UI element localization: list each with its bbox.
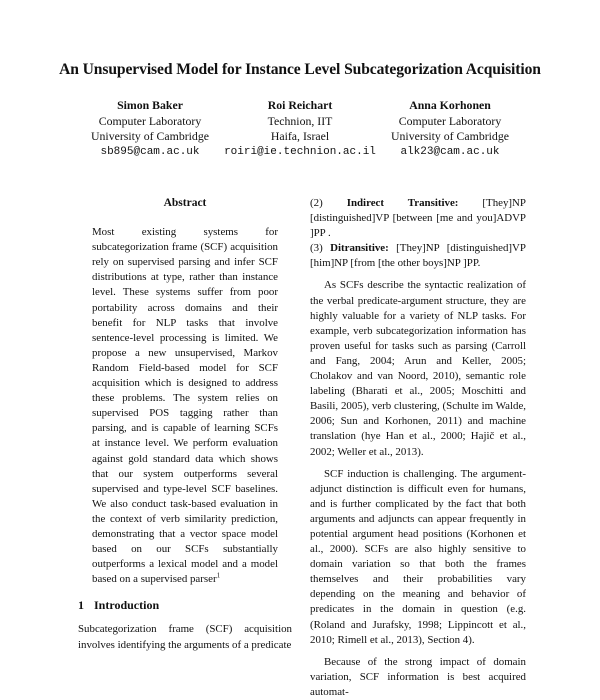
left-column — [78, 196, 292, 653]
author-institution: Haifa, Israel — [270, 129, 330, 143]
example-2 — [310, 196, 526, 241]
example-label: (3) — [310, 242, 323, 255]
author-block — [0, 98, 600, 160]
example-type: Indirect Transitive: — [346, 197, 459, 209]
author-affiliation: Computer Laboratory — [98, 113, 202, 128]
body-paragraph: SCF induction is challenging. The argument-adjunct distinction is difficult even for humans, and is further complicated by the fact that both arguments and adjuncts can appear frequently in potential argument head positions (Korhonen et al., 2000). SCFs are also highly sensitive to domain variation so that both the frames themselves and their probabilities vary depending on the meaning and behavior of predicates in the domain in question (e.g. (Roland and Jurafsky, 1998; Lippincott et al., 2010; Rimell et al., 2013), Section 4). — [310, 467, 526, 646]
section-heading-introduction — [78, 598, 292, 613]
author-email: roiri@ie.technion.ac.il — [224, 145, 376, 158]
section-number: 1 — [78, 598, 84, 613]
author-name: Roi Reichart — [267, 98, 333, 112]
author-name: Anna Korhonen — [409, 98, 491, 112]
author-affiliation: Computer Laboratory — [398, 113, 502, 128]
author-2 — [212, 98, 388, 160]
example-text: [They]NP [distinguished]VP [him]NP [from [the other boys]NP ]PP. — [310, 242, 526, 270]
author-1 — [70, 98, 230, 160]
author-affiliation: Technion, IIT — [267, 113, 333, 128]
author-email: alk23@cam.ac.uk — [400, 145, 500, 158]
body-paragraph: Because of the strong impact of domain variation, SCF information is best acquired automat- — [310, 655, 526, 698]
author-email: sb895@cam.ac.uk — [100, 145, 200, 158]
paper-title: An Unsupervised Model for Instance Level Subcategorization Acquisition — [59, 61, 541, 78]
abstract-text: Most existing systems for subcategorization frame (SCF) acquisition rely on supervised parsing and infer SCF distributions at type, rather than instance level. These systems suffer from poor portability across domains and their benefit for NLP tasks that involve sentence-level processing is limited. We propose a new unsupervised, Markov Random Field-based model for SCF acquisition which is designed to address these problems. The system relies on supervised POS tagging rather than parsing, and is capable of learning SCFs at instance level. We perform evaluation against gold standard data which shows that our system outperforms several supervised and type-level SCF baselines. We also conduct task-based evaluation in the context of verb similarity prediction, demonstrating that a vector space model based on our SCFs substantially outperforms a lexical model and a model based on a supervised parser — [92, 226, 278, 586]
right-column — [310, 196, 526, 700]
example-type: Ditransitive: — [330, 242, 389, 255]
example-text: [They]NP [distinguished]VP [between [me and you]ADVP ]PP . — [310, 197, 526, 240]
example-label: (2) — [310, 197, 323, 209]
abstract-heading: Abstract — [163, 197, 207, 209]
section-title: Introduction — [94, 598, 160, 613]
footnote-mark: 1 — [216, 571, 221, 580]
author-institution: University of Cambridge — [391, 129, 509, 143]
intro-paragraph: Subcategorization frame (SCF) acquisition involves identifying the arguments of a predicate — [78, 623, 292, 651]
body-paragraph: As SCFs describe the syntactic realization of the verbal predicate-argument structure, they are highly valuable for a variety of NLP tasks. For example, verb subcategorization information has proven useful for tasks such as parsing (Carroll and Fang, 2004; Arun and Keller, 2005; Cholakov and van Noord, 2010), semantic role labeling (Bharati et al., 2005; Moschitti and Basili, 2005), verb clustering, (Schulte im Walde, 2006; Sun and Korhonen, 2011) and machine translation (hye Han et al., 2000; Hajič et al., 2002; Weller et al., 2013). — [310, 279, 526, 458]
author-3 — [370, 98, 530, 160]
author-institution: University of Cambridge — [91, 129, 209, 143]
example-3 — [310, 241, 526, 271]
author-name: Simon Baker — [117, 98, 183, 112]
abstract-body — [78, 225, 292, 587]
